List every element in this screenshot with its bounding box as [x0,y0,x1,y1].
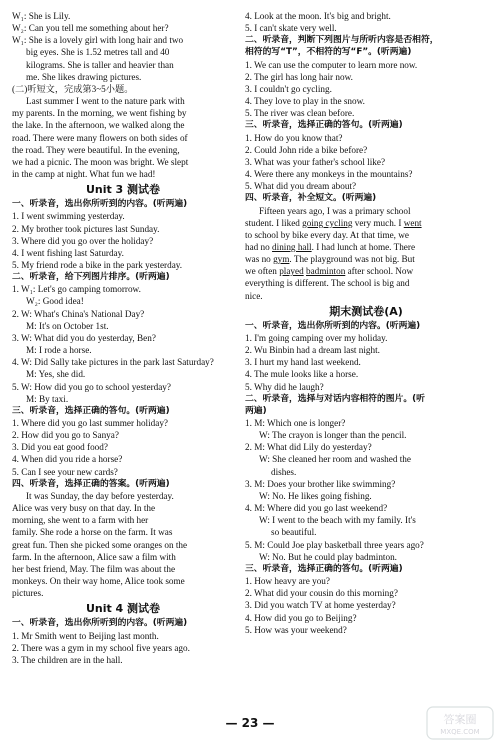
text-line: so beautiful. [271,527,317,538]
text-line: Last summer I went to the nature park with [26,96,185,107]
text-line: 4. I went fishing last Saturday. [12,247,124,258]
text-line: kilograms. She is taller and heavier than [26,59,174,70]
text-line: the road. They were beautiful. In the evening, [12,144,180,155]
text-line: W₁: She is a lovely girl with long hair and two [12,35,184,46]
section-heading: Unit 3 测试卷 [85,183,161,197]
text-line: my parents. In the morning, we went fishing by [12,108,187,119]
text-line: 3. W: What did you do yesterday, Ben? [12,332,156,343]
text-line: W: No. But he could play badminton. [259,551,397,562]
text-line: 5. How was your weekend? [245,624,347,635]
text-line: family. She rode a horse on the farm. It was [12,527,173,538]
text-line: had no dining hall. I had lunch at home. There [245,241,416,252]
text-line: pictures. [12,588,44,599]
text-line: M: By taxi. [26,393,69,404]
left-column [12,10,234,666]
text-line: W: No. He likes going fishing. [259,490,372,501]
text-line: was no gym. The playground was not big. But [245,254,415,265]
text-line: W₁: She is Lily. [12,11,71,21]
text-line: 4. When did you ride a horse? [12,454,123,465]
text-line: W₂: Good idea! [26,296,84,307]
text-line: (二)听短文，完成第3~5小题。 [12,83,134,94]
exercise-instruction: 一、听录音，选出你所听到的内容。(听两遍) [12,618,188,629]
text-line: 1. Where did you go last summer holiday? [12,418,168,428]
page-number: — 23 — [225,716,275,730]
watermark-logo [426,706,494,740]
text-line: 4. M: Where did you go last weekend? [245,503,388,514]
text-line: 5. Why did he laugh? [245,381,324,392]
text-line: W: The crayon is longer than the pencil. [259,430,407,441]
text-line: to school by bike every day. At that time, we [245,229,409,240]
text-line: 3. Did you eat good food? [12,442,108,453]
text-line: 3. Did you watch TV at home yesterday? [245,600,396,611]
text-line: 1. We can use the computer to learn more now. [245,59,418,70]
text-line: 3. What was your father's school like? [245,156,386,167]
text-line: Alice was very busy on that day. In the [12,503,156,514]
exercise-instruction: 四、听录音，选择正确的答案。(听两遍) [12,478,170,489]
exercise-instruction: 三、听录音，选择正确的答句。(听两遍) [245,120,403,131]
text-line: 5. W: How did you go to school yesterday? [12,381,171,392]
text-line: me. She likes drawing pictures. [26,71,142,82]
text-line: student. I liked going cycling very much. I went [245,217,422,228]
text-line: 1. How do you know that? [245,132,343,143]
text-line: 2. How did you go to Sanya? [12,430,119,441]
exercise-instruction: 一、听录音，选出你所听到的内容。(听两遍) [245,320,421,331]
text-line: 2. M: What did Lily do yesterday? [245,442,372,453]
text-line: M: It's on October 1st. [26,320,109,331]
text-line: 3. I hurt my hand last weekend. [245,357,361,368]
exercise-instruction: 三、听录音，选择正确的答句。(听两遍) [12,405,170,416]
text-line: 5. I can't skate very well. [245,23,337,34]
text-line: monkeys. On their way home, Alice took some [12,576,185,587]
text-line: M: Yes, she did. [26,369,86,380]
filled-answer: went [403,217,422,228]
text-line: W₂: Can you tell me something about her? [12,23,169,34]
filled-answer: gym [273,254,290,265]
text-line: 5. The river was clean before. [245,108,355,119]
text-line: 4. How did you go to Beijing? [245,612,357,623]
text-line: 5. M: Could Joe play basketball three years ago? [245,539,424,550]
section-heading: Unit 4 测试卷 [85,602,161,616]
text-line: road. There were many flowers on both sides of [12,132,188,143]
text-line: 1. I went swimming yesterday. [12,211,125,222]
text-line: 5. What did you dream about? [245,181,357,192]
text-line: morning, she went to a farm with her [12,515,149,526]
text-line: W: She cleaned her room and washed the [259,454,411,465]
text-line: nice. [245,290,263,301]
text-line: 4. W: Did Sally take pictures in the park last Saturday? [12,357,214,368]
filled-answer: badminton [305,266,346,277]
text-line: the lake. In the afternoon, we walked along the [12,120,185,131]
text-line: 3. Where did you go over the holiday? [12,235,154,246]
text-line: everything is different. The school is big and [245,278,410,289]
exercise-instruction: 两遍) [245,405,267,416]
right-column [245,10,487,636]
text-line: 3. The children are in the hall. [12,654,123,665]
text-line: W: I went to the beach with my family. It's [259,515,416,526]
text-line: 2. W: What's China's National Day? [12,308,145,319]
filled-answer: going cycling [302,217,353,228]
exercise-instruction: 相符的写“T”，不相符的写“F”。(听两遍) [245,47,412,58]
watermark-sub: MXQE.COM [440,728,480,736]
exercise-instruction: 二、听录音，给下列图片排序。(听两遍) [12,272,170,283]
text-line: 1. Mr Smith went to Beijing last month. [12,630,159,641]
text-line: dishes. [271,466,297,477]
text-line: 1. W₁: Let's go camping tomorrow. [12,284,141,295]
watermark-label: 答案圈 [443,713,477,726]
text-line: 3. I couldn't go cycling. [245,83,332,94]
text-line: farm. In the afternoon, Alice saw a film with [12,551,176,562]
text-line: in the camp at night. What fun we had! [12,169,156,180]
text-line: It was Sunday, the day before yesterday. [26,490,174,501]
text-line: big eyes. She is 1.52 metres tall and 40 [26,47,170,58]
filled-answer: played [279,266,304,277]
text-line: 3. M: Does your brother like swimming? [245,478,396,489]
text-line: 2. What did your cousin do this morning? [245,588,398,599]
text-line: 4. They love to play in the snow. [245,96,365,107]
text-line: 5. My friend rode a bike in the park yesterday. [12,259,183,270]
exercise-instruction: 四、听录音，补全短文。(听两遍) [245,193,377,204]
text-line: 1. How heavy are you? [245,576,330,587]
exercise-instruction: 三、听录音，选择正确的答句。(听两遍) [245,563,403,574]
text-line: we had a picnic. The moon was bright. We slept [12,156,189,167]
text-line: 4. Were there any monkeys in the mountains? [245,169,413,180]
text-line: we often played badminton after school. Now [245,266,414,277]
text-line: 2. There was a gym in my school five years ago. [12,642,190,653]
section-heading: 期末测试卷(A) [329,304,403,318]
exercise-instruction: 二、听录音，判断下列图片与所听内容是否相符， [245,35,439,46]
text-line: 4. The mule looks like a horse. [245,369,359,380]
exercise-instruction: 二、听录音，选择与对话内容相符的图片。(听 [245,393,425,404]
text-line: great fun. Then she picked some oranges on the [12,539,188,550]
text-line: her best friend, May. The film was about the [12,563,176,574]
text-line: 2. The girl has long hair now. [245,71,353,82]
text-line: 2. My brother took pictures last Sunday. [12,223,160,234]
text-line: 5. Can I see your new cards? [12,466,118,477]
text-line: 1. M: Which one is longer? [245,418,346,428]
filled-answer: dining hall [272,241,312,252]
text-line: M: I rode a horse. [26,345,92,356]
text-line: 1. I'm going camping over my holiday. [245,332,388,343]
text-line: 4. Look at the moon. It's big and bright. [245,11,391,21]
text-line: Fifteen years ago, I was a primary school [259,205,411,216]
text-line: 2. Wu Binbin had a dream last night. [245,345,380,356]
exercise-instruction: 一、听录音，选出你所听到的内容。(听两遍) [12,199,188,210]
text-line: 2. Could John ride a bike before? [245,144,368,155]
